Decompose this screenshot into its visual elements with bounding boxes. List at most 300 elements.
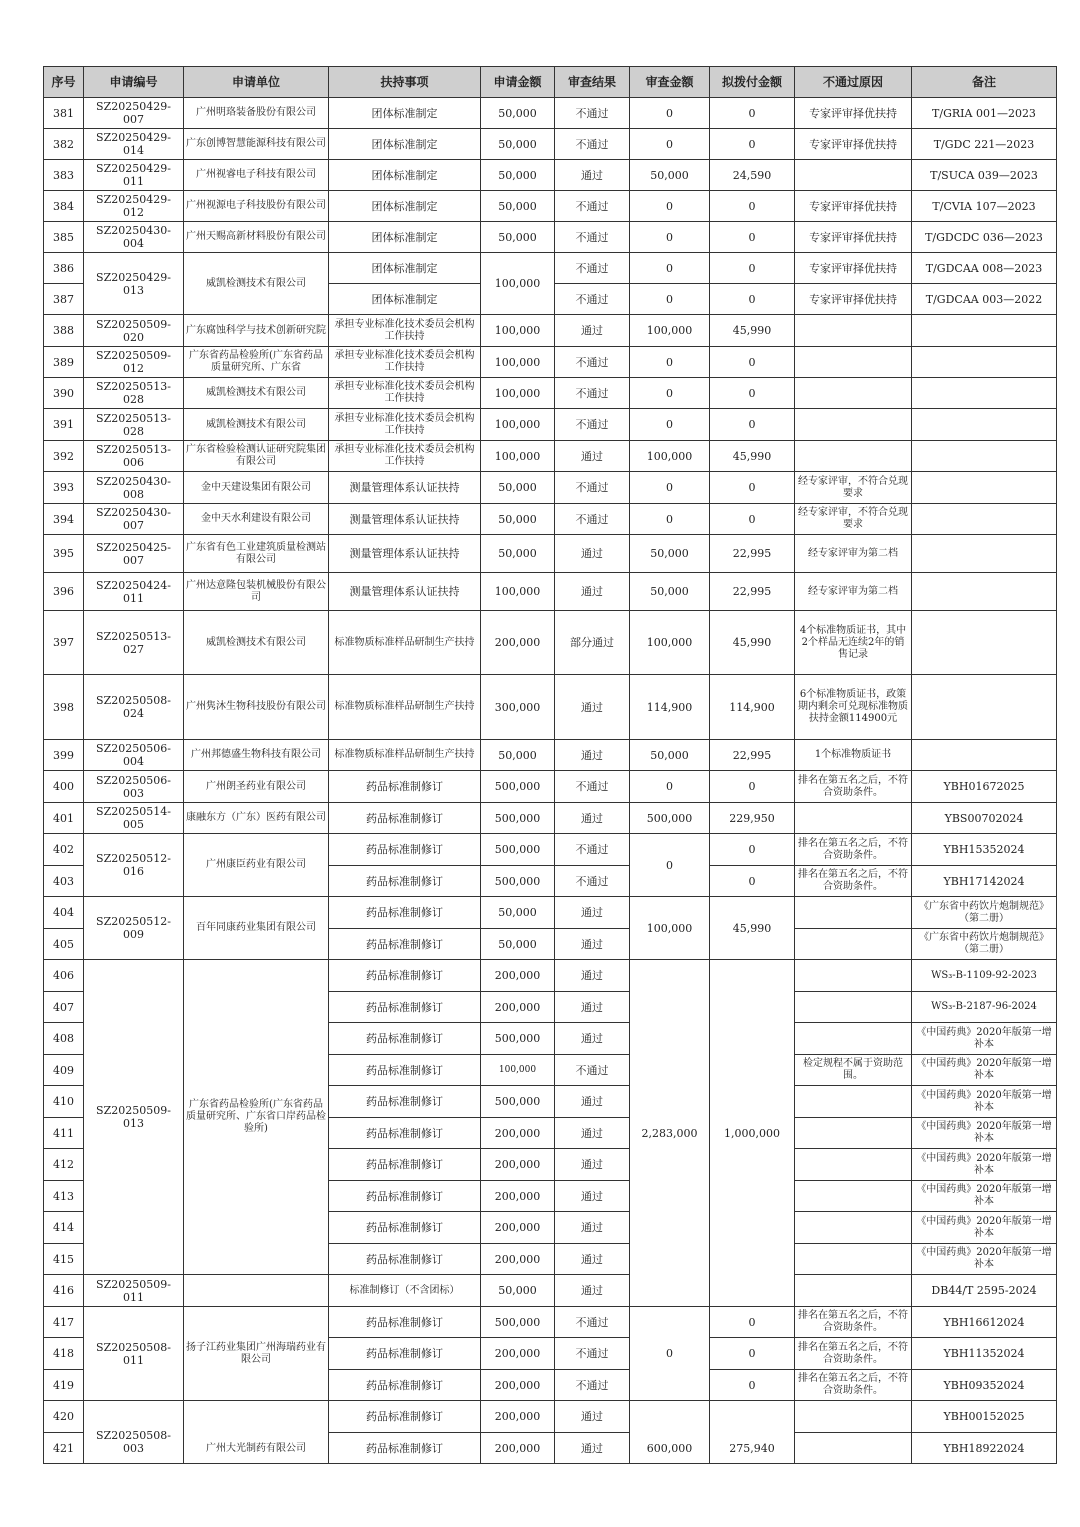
cell-reason: 6个标准物质证书，政策期内剩余可兑现标准物质扶持金额114900元 [795,675,912,740]
cell-seq: 399 [44,740,84,771]
table-row [44,160,1057,191]
cell-note: T/GDC 221—2023 [912,129,1057,160]
cell-note [912,472,1057,504]
cell-code: SZ20250429-007 [84,98,184,129]
cell-note [912,740,1057,771]
table-row [44,129,1057,160]
cell-seq: 395 [44,535,84,573]
table-row [44,191,1057,222]
cell-amount: 300,000 [481,675,555,740]
cell-note [912,409,1057,441]
cell-reason [795,441,912,472]
cell-result: 通过 [555,992,630,1023]
cell-code: SZ20250430-008 [84,472,184,504]
table-row [44,315,1057,347]
cell-note [912,611,1057,675]
cell-seq: 414 [44,1212,84,1244]
cell-unit: 广州朗圣药业有限公司 [184,771,329,803]
cell-result: 不通过 [555,866,630,897]
cell-item: 药品标准制修订 [329,929,481,960]
cell-review: 114,900 [630,675,710,740]
cell-seq: 416 [44,1275,84,1307]
header-item: 扶持事项 [329,67,481,98]
cell-result: 通过 [555,1149,630,1181]
cell-unit: 广州康臣药业有限公司 [184,834,329,897]
cell-seq: 388 [44,315,84,347]
cell-note: 《中国药典》2020年版第一增补本 [912,1055,1057,1086]
cell-reason [795,315,912,347]
cell-result: 不通过 [555,1307,630,1338]
table-row [44,441,1057,472]
cell-note: YBH11352024 [912,1338,1057,1370]
cell-item: 药品标准制修订 [329,1370,481,1401]
cell-review: 50,000 [630,535,710,573]
cell-amount: 200,000 [481,1149,555,1181]
cell-amount: 50,000 [481,1275,555,1307]
cell-code: SZ20250513-028 [84,378,184,409]
cell-seq: 401 [44,803,84,834]
cell-item: 药品标准制修订 [329,1244,481,1275]
cell-amount: 50,000 [481,160,555,191]
cell-result: 通过 [555,897,630,929]
cell-unit: 威凯检测技术有限公司 [184,253,329,315]
cell-review: 0 [630,378,710,409]
cell-review: 0 [630,1307,710,1401]
cell-pay: 229,950 [710,803,795,834]
cell-reason [795,160,912,191]
cell-seq: 390 [44,378,84,409]
cell-reason [795,1401,912,1433]
cell-item: 测量管理体系认证扶持 [329,573,481,611]
cell-note: YBS00702024 [912,803,1057,834]
cell-amount: 200,000 [481,992,555,1023]
cell-item: 标准物质标准样品研制生产扶持 [329,611,481,675]
cell-code: SZ20250429-012 [84,191,184,222]
cell-note: WS₃-B-2187-96-2024 [912,992,1057,1023]
cell-item: 药品标准制修订 [329,1055,481,1086]
cell-seq: 391 [44,409,84,441]
cell-amount: 100,000 [481,441,555,472]
cell-pay: 1,000,000 [710,960,795,1307]
cell-note: YBH00152025 [912,1401,1057,1433]
cell-result: 通过 [555,803,630,834]
cell-seq: 402 [44,834,84,866]
cell-seq: 403 [44,866,84,897]
cell-reason [795,897,912,929]
cell-item: 药品标准制修订 [329,1433,481,1464]
cell-review: 100,000 [630,611,710,675]
cell-seq: 392 [44,441,84,472]
cell-item: 标准物质标准样品研制生产扶持 [329,675,481,740]
subsidy-review-table [43,66,1057,1464]
cell-reason: 经专家评审为第二档 [795,535,912,573]
cell-note: DB44/T 2595-2024 [912,1275,1057,1307]
cell-result: 通过 [555,929,630,960]
cell-note: YBH01672025 [912,771,1057,803]
cell-review: 0 [630,284,710,315]
cell-reason [795,1149,912,1181]
cell-item: 药品标准制修订 [329,1086,481,1118]
cell-seq: 405 [44,929,84,960]
cell-unit: 广州明珞装备股份有限公司 [184,98,329,129]
cell-amount: 50,000 [481,535,555,573]
cell-amount: 50,000 [481,740,555,771]
cell-seq: 404 [44,897,84,929]
cell-pay: 45,990 [710,441,795,472]
table-row [44,573,1057,611]
cell-seq: 400 [44,771,84,803]
cell-seq: 396 [44,573,84,611]
cell-reason: 排名在第五名之后，不符合资助条件。 [795,1307,912,1338]
cell-code: SZ20250430-007 [84,504,184,535]
cell-reason [795,803,912,834]
cell-pay: 0 [710,866,795,897]
cell-review: 50,000 [630,740,710,771]
cell-unit: 广州视睿电子科技有限公司 [184,160,329,191]
header-reason: 不通过原因 [795,67,912,98]
cell-code: SZ20250506-003 [84,771,184,803]
cell-item: 承担专业标准化技术委员会机构工作扶持 [329,409,481,441]
cell-reason [795,1244,912,1275]
cell-reason: 排名在第五名之后，不符合资助条件。 [795,771,912,803]
cell-amount: 50,000 [481,222,555,253]
cell-note: 《中国药典》2020年版第一增补本 [912,1149,1057,1181]
cell-amount: 200,000 [481,1338,555,1370]
cell-result: 通过 [555,1212,630,1244]
cell-item: 药品标准制修订 [329,1212,481,1244]
cell-seq: 413 [44,1181,84,1212]
cell-pay: 22,995 [710,573,795,611]
cell-pay: 0 [710,1338,795,1370]
table-row [44,535,1057,573]
cell-unit: 广东省药品检验所(广东省药品质量研究所、广东省 [184,347,329,378]
header-unit: 申请单位 [184,67,329,98]
cell-result: 不通过 [555,347,630,378]
cell-code: SZ20250509-011 [84,1275,184,1307]
cell-reason [795,1181,912,1212]
cell-result: 通过 [555,1433,630,1464]
cell-review: 100,000 [630,315,710,347]
cell-code: SZ20250508-024 [84,675,184,740]
table-row [44,222,1057,253]
cell-note [912,441,1057,472]
cell-code: SZ20250429-013 [84,253,184,315]
cell-pay: 0 [710,347,795,378]
table-row [44,504,1057,535]
cell-note: YBH15352024 [912,834,1057,866]
cell-seq: 387 [44,284,84,315]
cell-note [912,315,1057,347]
cell-item: 药品标准制修订 [329,834,481,866]
cell-seq: 409 [44,1055,84,1086]
cell-amount: 200,000 [481,611,555,675]
cell-amount: 100,000 [481,315,555,347]
cell-result: 不通过 [555,129,630,160]
cell-reason: 专家评审择优扶持 [795,284,912,315]
cell-seq: 382 [44,129,84,160]
cell-unit: 广州视源电子科技股份有限公司 [184,191,329,222]
cell-result: 通过 [555,441,630,472]
cell-result: 通过 [555,1023,630,1055]
cell-item: 团体标准制定 [329,222,481,253]
cell-item: 药品标准制修订 [329,1401,481,1433]
cell-amount: 500,000 [481,1023,555,1055]
cell-item: 测量管理体系认证扶持 [329,472,481,504]
cell-result: 不通过 [555,1055,630,1086]
cell-reason [795,378,912,409]
cell-code: SZ20250506-004 [84,740,184,771]
cell-unit: 广东省检验检测认证研究院集团有限公司 [184,441,329,472]
cell-reason: 排名在第五名之后，不符合资助条件。 [795,1370,912,1401]
header-amount: 申请金额 [481,67,555,98]
cell-result: 不通过 [555,284,630,315]
cell-item: 药品标准制修订 [329,1307,481,1338]
header-seq: 序号 [44,67,84,98]
cell-item: 团体标准制定 [329,129,481,160]
cell-result: 不通过 [555,378,630,409]
table-row [44,409,1057,441]
cell-item: 药品标准制修订 [329,897,481,929]
cell-note: YBH16612024 [912,1307,1057,1338]
cell-reason [795,347,912,378]
cell-pay: 0 [710,129,795,160]
cell-item: 承担专业标准化技术委员会机构工作扶持 [329,441,481,472]
cell-note: T/SUCA 039—2023 [912,160,1057,191]
cell-result: 不通过 [555,1338,630,1370]
cell-review: 600,000 [630,1401,710,1464]
cell-seq: 406 [44,960,84,992]
cell-review: 100,000 [630,441,710,472]
cell-amount: 200,000 [481,1370,555,1401]
cell-unit: 威凯检测技术有限公司 [184,409,329,441]
cell-code: SZ20250429-011 [84,160,184,191]
cell-pay: 0 [710,1307,795,1338]
cell-note: 《中国药典》2020年版第一增补本 [912,1181,1057,1212]
cell-code: SZ20250513-027 [84,611,184,675]
cell-amount: 500,000 [481,1307,555,1338]
table-header-row [44,67,1057,98]
cell-seq: 415 [44,1244,84,1275]
cell-result: 通过 [555,573,630,611]
cell-seq: 411 [44,1118,84,1149]
cell-code: SZ20250512-016 [84,834,184,897]
cell-amount: 500,000 [481,834,555,866]
cell-reason: 排名在第五名之后，不符合资助条件。 [795,866,912,897]
cell-review: 0 [630,771,710,803]
cell-amount: 500,000 [481,803,555,834]
cell-code: SZ20250514-005 [84,803,184,834]
cell-note: 《中国药典》2020年版第一增补本 [912,1212,1057,1244]
cell-pay: 0 [710,222,795,253]
cell-note: 《中国药典》2020年版第一增补本 [912,1244,1057,1275]
cell-amount: 100,000 [481,253,555,315]
table-row [44,1401,1057,1433]
cell-unit: 威凯检测技术有限公司 [184,611,329,675]
cell-note [912,504,1057,535]
cell-code: SZ20250509-012 [84,347,184,378]
cell-review: 50,000 [630,573,710,611]
cell-note: YBH17142024 [912,866,1057,897]
cell-pay: 45,990 [710,611,795,675]
cell-amount: 50,000 [481,129,555,160]
cell-amount: 100,000 [481,378,555,409]
cell-seq: 418 [44,1338,84,1370]
cell-amount: 500,000 [481,866,555,897]
cell-amount: 100,000 [481,1055,555,1086]
cell-result: 通过 [555,1275,630,1307]
cell-unit: 广东省药品检验所(广东省药品质量研究所、广东省口岸药品检验所) [184,960,329,1275]
table-row [44,347,1057,378]
cell-note: T/CVIA 107—2023 [912,191,1057,222]
cell-amount: 500,000 [481,1086,555,1118]
cell-result: 通过 [555,535,630,573]
cell-result: 不通过 [555,98,630,129]
table-row [44,1275,1057,1307]
cell-item: 药品标准制修订 [329,1118,481,1149]
cell-review: 0 [630,409,710,441]
cell-amount: 100,000 [481,347,555,378]
cell-reason: 经专家评审为第二档 [795,573,912,611]
cell-item: 团体标准制定 [329,253,481,284]
cell-unit: 百年同康药业集团有限公司 [184,897,329,960]
cell-amount: 50,000 [481,929,555,960]
cell-unit: 扬子江药业集团广州海瑞药业有限公司 [184,1307,329,1401]
cell-seq: 397 [44,611,84,675]
cell-pay: 0 [710,284,795,315]
cell-reason [795,960,912,992]
cell-code: SZ20250508-011 [84,1307,184,1401]
cell-result: 不通过 [555,222,630,253]
cell-code: SZ20250513-028 [84,409,184,441]
cell-pay: 114,900 [710,675,795,740]
cell-code: SZ20250508-003 [84,1401,184,1464]
cell-item: 团体标准制定 [329,98,481,129]
cell-unit: 广州隽沐生物科技股份有限公司 [184,675,329,740]
cell-item: 药品标准制修订 [329,866,481,897]
cell-reason [795,1275,912,1307]
cell-unit: 广东省有色工业建筑质量检测站有限公司 [184,535,329,573]
cell-pay: 45,990 [710,315,795,347]
cell-seq: 384 [44,191,84,222]
cell-amount: 50,000 [481,98,555,129]
cell-item: 承担专业标准化技术委员会机构工作扶持 [329,378,481,409]
cell-seq: 398 [44,675,84,740]
cell-result: 通过 [555,675,630,740]
cell-reason [795,929,912,960]
cell-note: WS₃-B-1109-92-2023 [912,960,1057,992]
cell-result: 不通过 [555,191,630,222]
cell-note: 《中国药典》2020年版第一增补本 [912,1118,1057,1149]
cell-item: 承担专业标准化技术委员会机构工作扶持 [329,315,481,347]
cell-note [912,378,1057,409]
cell-reason: 专家评审择优扶持 [795,129,912,160]
cell-code: SZ20250430-004 [84,222,184,253]
cell-item: 药品标准制修订 [329,1338,481,1370]
table-row [44,675,1057,740]
header-code: 申请编号 [84,67,184,98]
cell-pay: 275,940 [710,1401,795,1464]
cell-item: 药品标准制修订 [329,771,481,803]
cell-seq: 419 [44,1370,84,1401]
cell-reason [795,1118,912,1149]
cell-review: 0 [630,472,710,504]
cell-result: 不通过 [555,253,630,284]
cell-result: 通过 [555,1181,630,1212]
cell-review: 0 [630,834,710,897]
cell-item: 药品标准制修订 [329,1023,481,1055]
cell-unit: 广州大光制药有限公司 [184,1401,329,1464]
cell-seq: 389 [44,347,84,378]
cell-code: SZ20250513-006 [84,441,184,472]
cell-result: 通过 [555,1244,630,1275]
cell-pay: 0 [710,253,795,284]
cell-item: 药品标准制修订 [329,1149,481,1181]
table-row [44,1307,1057,1338]
table-row [44,378,1057,409]
cell-reason: 检定规程不属于资助范围。 [795,1055,912,1086]
cell-result: 通过 [555,1401,630,1433]
cell-result: 通过 [555,160,630,191]
cell-amount: 200,000 [481,1401,555,1433]
cell-code: SZ20250429-014 [84,129,184,160]
cell-review: 2,283,000 [630,960,710,1307]
cell-item: 标准物质标准样品研制生产扶持 [329,740,481,771]
cell-item: 标准制修订（不含团标） [329,1275,481,1307]
cell-reason: 4个标准物质证书，其中2个样品无连续2年的销售记录 [795,611,912,675]
cell-unit: 金中天建设集团有限公司 [184,472,329,504]
cell-seq: 417 [44,1307,84,1338]
cell-item: 团体标准制定 [329,160,481,191]
cell-pay: 0 [710,98,795,129]
cell-reason: 排名在第五名之后，不符合资助条件。 [795,1338,912,1370]
cell-note: YBH09352024 [912,1370,1057,1401]
cell-unit [184,1275,329,1307]
cell-note [912,573,1057,611]
cell-pay: 22,995 [710,740,795,771]
table-row [44,960,1057,992]
cell-item: 团体标准制定 [329,284,481,315]
cell-amount: 200,000 [481,1212,555,1244]
cell-seq: 386 [44,253,84,284]
cell-unit: 广州达意隆包装机械股份有限公司 [184,573,329,611]
cell-note: 《广东省中药饮片炮制规范》（第二册） [912,929,1057,960]
header-pay: 拟拨付金额 [710,67,795,98]
cell-reason: 排名在第五名之后，不符合资助条件。 [795,834,912,866]
cell-pay: 0 [710,1370,795,1401]
cell-code: SZ20250512-009 [84,897,184,960]
cell-amount: 100,000 [481,409,555,441]
cell-unit: 广州天赐高新材料股份有限公司 [184,222,329,253]
cell-review: 0 [630,98,710,129]
cell-review: 0 [630,222,710,253]
cell-item: 测量管理体系认证扶持 [329,535,481,573]
cell-pay: 45,990 [710,897,795,960]
cell-seq: 407 [44,992,84,1023]
cell-result: 不通过 [555,771,630,803]
table-row [44,98,1057,129]
cell-item: 药品标准制修订 [329,1181,481,1212]
cell-result: 通过 [555,740,630,771]
cell-note: T/GDCAA 003—2022 [912,284,1057,315]
header-note: 备注 [912,67,1057,98]
cell-item: 承担专业标准化技术委员会机构工作扶持 [329,347,481,378]
cell-note: T/GRIA 001—2023 [912,98,1057,129]
cell-result: 不通过 [555,1370,630,1401]
cell-review: 50,000 [630,160,710,191]
cell-amount: 200,000 [481,1433,555,1464]
cell-seq: 408 [44,1023,84,1055]
cell-result: 不通过 [555,472,630,504]
